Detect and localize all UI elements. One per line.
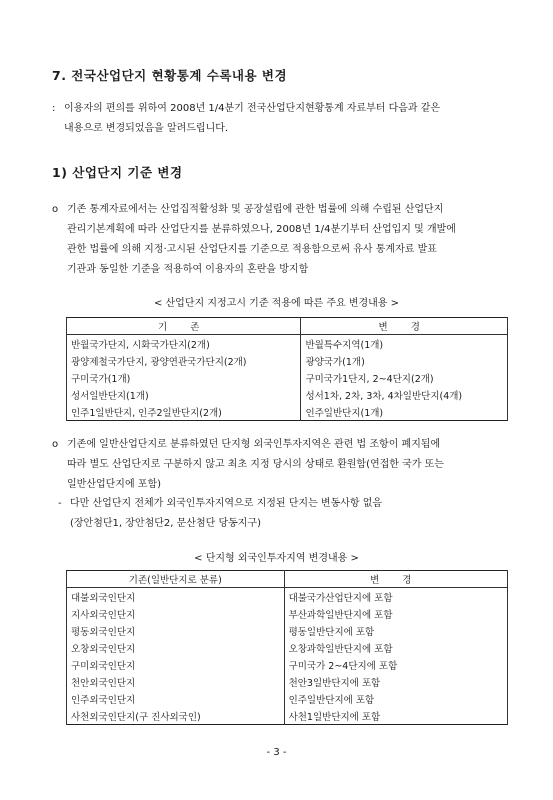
table1-caption: < 산업단지 지정고시 기준 적용에 따른 주요 변경내용 > [153, 298, 400, 309]
table2-cell-after: 오창과학일반단지에 포함 [284, 639, 507, 656]
table1-cell-before: 구미국가(1개) [67, 369, 301, 386]
table2-cell-after: 천안3일반단지에 포함 [284, 673, 507, 690]
para1-line-2: 관리기본계획에 따라 산업단지를 분류하였으나, 2008년 1/4분기부터 산업입지 및 개발에 [67, 224, 456, 235]
para2-line-1: 기존에 일반산업단지로 분류하였던 단지형 외국인투자지역은 관련 법 조항이 폐지됨에 [67, 439, 441, 450]
subsection-title: 1) 산업단지 기준 변경 [52, 165, 183, 180]
table2-foreign-investment-change [66, 570, 508, 725]
table-row [67, 352, 508, 369]
table-row [67, 707, 508, 725]
table2-cell-before: 구미외국인단지 [67, 656, 285, 673]
table-row [67, 656, 508, 673]
para1-line-4: 기관과 동일한 기준을 적용하여 이용자의 혼란을 방지함 [67, 264, 309, 275]
table1-cell-after: 인주일반단지(1개) [301, 403, 508, 421]
table2-caption: < 단지형 외국인투자지역 변경내용 > [194, 553, 359, 564]
section-title: 7. 전국산업단지 현황통계 수록내용 변경 [52, 68, 288, 83]
table-row [67, 605, 508, 622]
table1-cell-before: 인주1일반단지, 인주2일반단지(2개) [67, 403, 301, 421]
table1-header-after: 변 경 [301, 318, 508, 335]
table2-header-row [67, 571, 508, 588]
table2-header-before: 기존(일반단지로 분류) [67, 571, 285, 588]
table-row [67, 673, 508, 690]
table-row [67, 386, 508, 403]
table1-header-row [67, 318, 508, 335]
table2-cell-before: 사천외국인단지(구 진사외국인) [67, 707, 285, 725]
table2-header-after: 변 경 [284, 571, 507, 588]
table-row [67, 690, 508, 707]
table1-cell-after: 반월특수지역(1개) [301, 335, 508, 353]
table1-cell-before: 반월국가단지, 시화국가단지(2개) [67, 335, 301, 353]
table2-cell-after: 사천1일반단지에 포함 [284, 707, 507, 725]
table1-cell-before: 광양제철국가단지, 광양연관국가단지(2개) [67, 352, 301, 369]
table-row [67, 588, 508, 606]
table2-cell-after: 인주일반단지에 포함 [284, 690, 507, 707]
intro-line-2: 내용으로 변경되었음을 알려드립니다. [64, 123, 229, 134]
table1-header-before: 기 존 [67, 318, 301, 335]
table1-cell-after: 성서1차, 2차, 3차, 4차일반단지(4개) [301, 386, 508, 403]
table1-cell-after: 광양국가(1개) [301, 352, 508, 369]
para3-line-1: 다만 산업단지 전체가 외국인투자지역으로 지정된 단지는 변동사항 없음 [70, 498, 383, 509]
para1-line-1: 기존 통계자료에서는 산업집적활성화 및 공장설립에 관한 법률에 의해 수립된 산업단지 [67, 204, 444, 215]
table2-cell-before: 인주외국인단지 [67, 690, 285, 707]
table2-cell-after: 부산과학일반단지에 포함 [284, 605, 507, 622]
intro-line-1: 이용자의 편의를 위하여 2008년 1/4분기 전국산업단지현황통계 자료부터 다음과 같은 [64, 103, 441, 114]
table2-cell-before: 천안외국인단지 [67, 673, 285, 690]
para3-line-2: (장안첨단1, 장안첨단2, 문산첨단 당동지구) [70, 518, 261, 529]
para2-line-3: 일반산업단지에 포함) [67, 479, 162, 490]
table-row [67, 335, 508, 353]
table2-cell-after: 평동일반단지에 포함 [284, 622, 507, 639]
table2-cell-after: 구미국가 2~4단지에 포함 [284, 656, 507, 673]
para2-line-2: 따라 별도 산업단지로 구분하지 않고 최초 지정 당시의 상태로 환원함(연접한 국가 또는 [67, 459, 444, 470]
table2-cell-before: 오창외국인단지 [67, 639, 285, 656]
para1-bullet: o [52, 204, 59, 215]
table2-cell-before: 평동외국인단지 [67, 622, 285, 639]
table1-cell-before: 성서일반단지(1개) [67, 386, 301, 403]
table2-cell-before: 대불외국인단지 [67, 588, 285, 606]
table-row [67, 639, 508, 656]
table1-standard-change [66, 317, 508, 421]
page-number: - 3 - [266, 747, 287, 758]
para1-line-3: 관한 법률에 의해 지정·고시된 산업단지를 기준으로 적용함으로써 유사 통계자료 발표 [67, 244, 437, 255]
para3-bullet: - [58, 498, 62, 509]
table1-cell-after: 구미국가1단지, 2~4단지(2개) [301, 369, 508, 386]
para2-bullet: o [52, 439, 59, 450]
table2-cell-before: 지사외국인단지 [67, 605, 285, 622]
table-row [67, 403, 508, 421]
table-row [67, 622, 508, 639]
table-row [67, 369, 508, 386]
intro-bullet: : [52, 103, 56, 114]
table2-cell-after: 대불국가산업단지에 포함 [284, 588, 507, 606]
